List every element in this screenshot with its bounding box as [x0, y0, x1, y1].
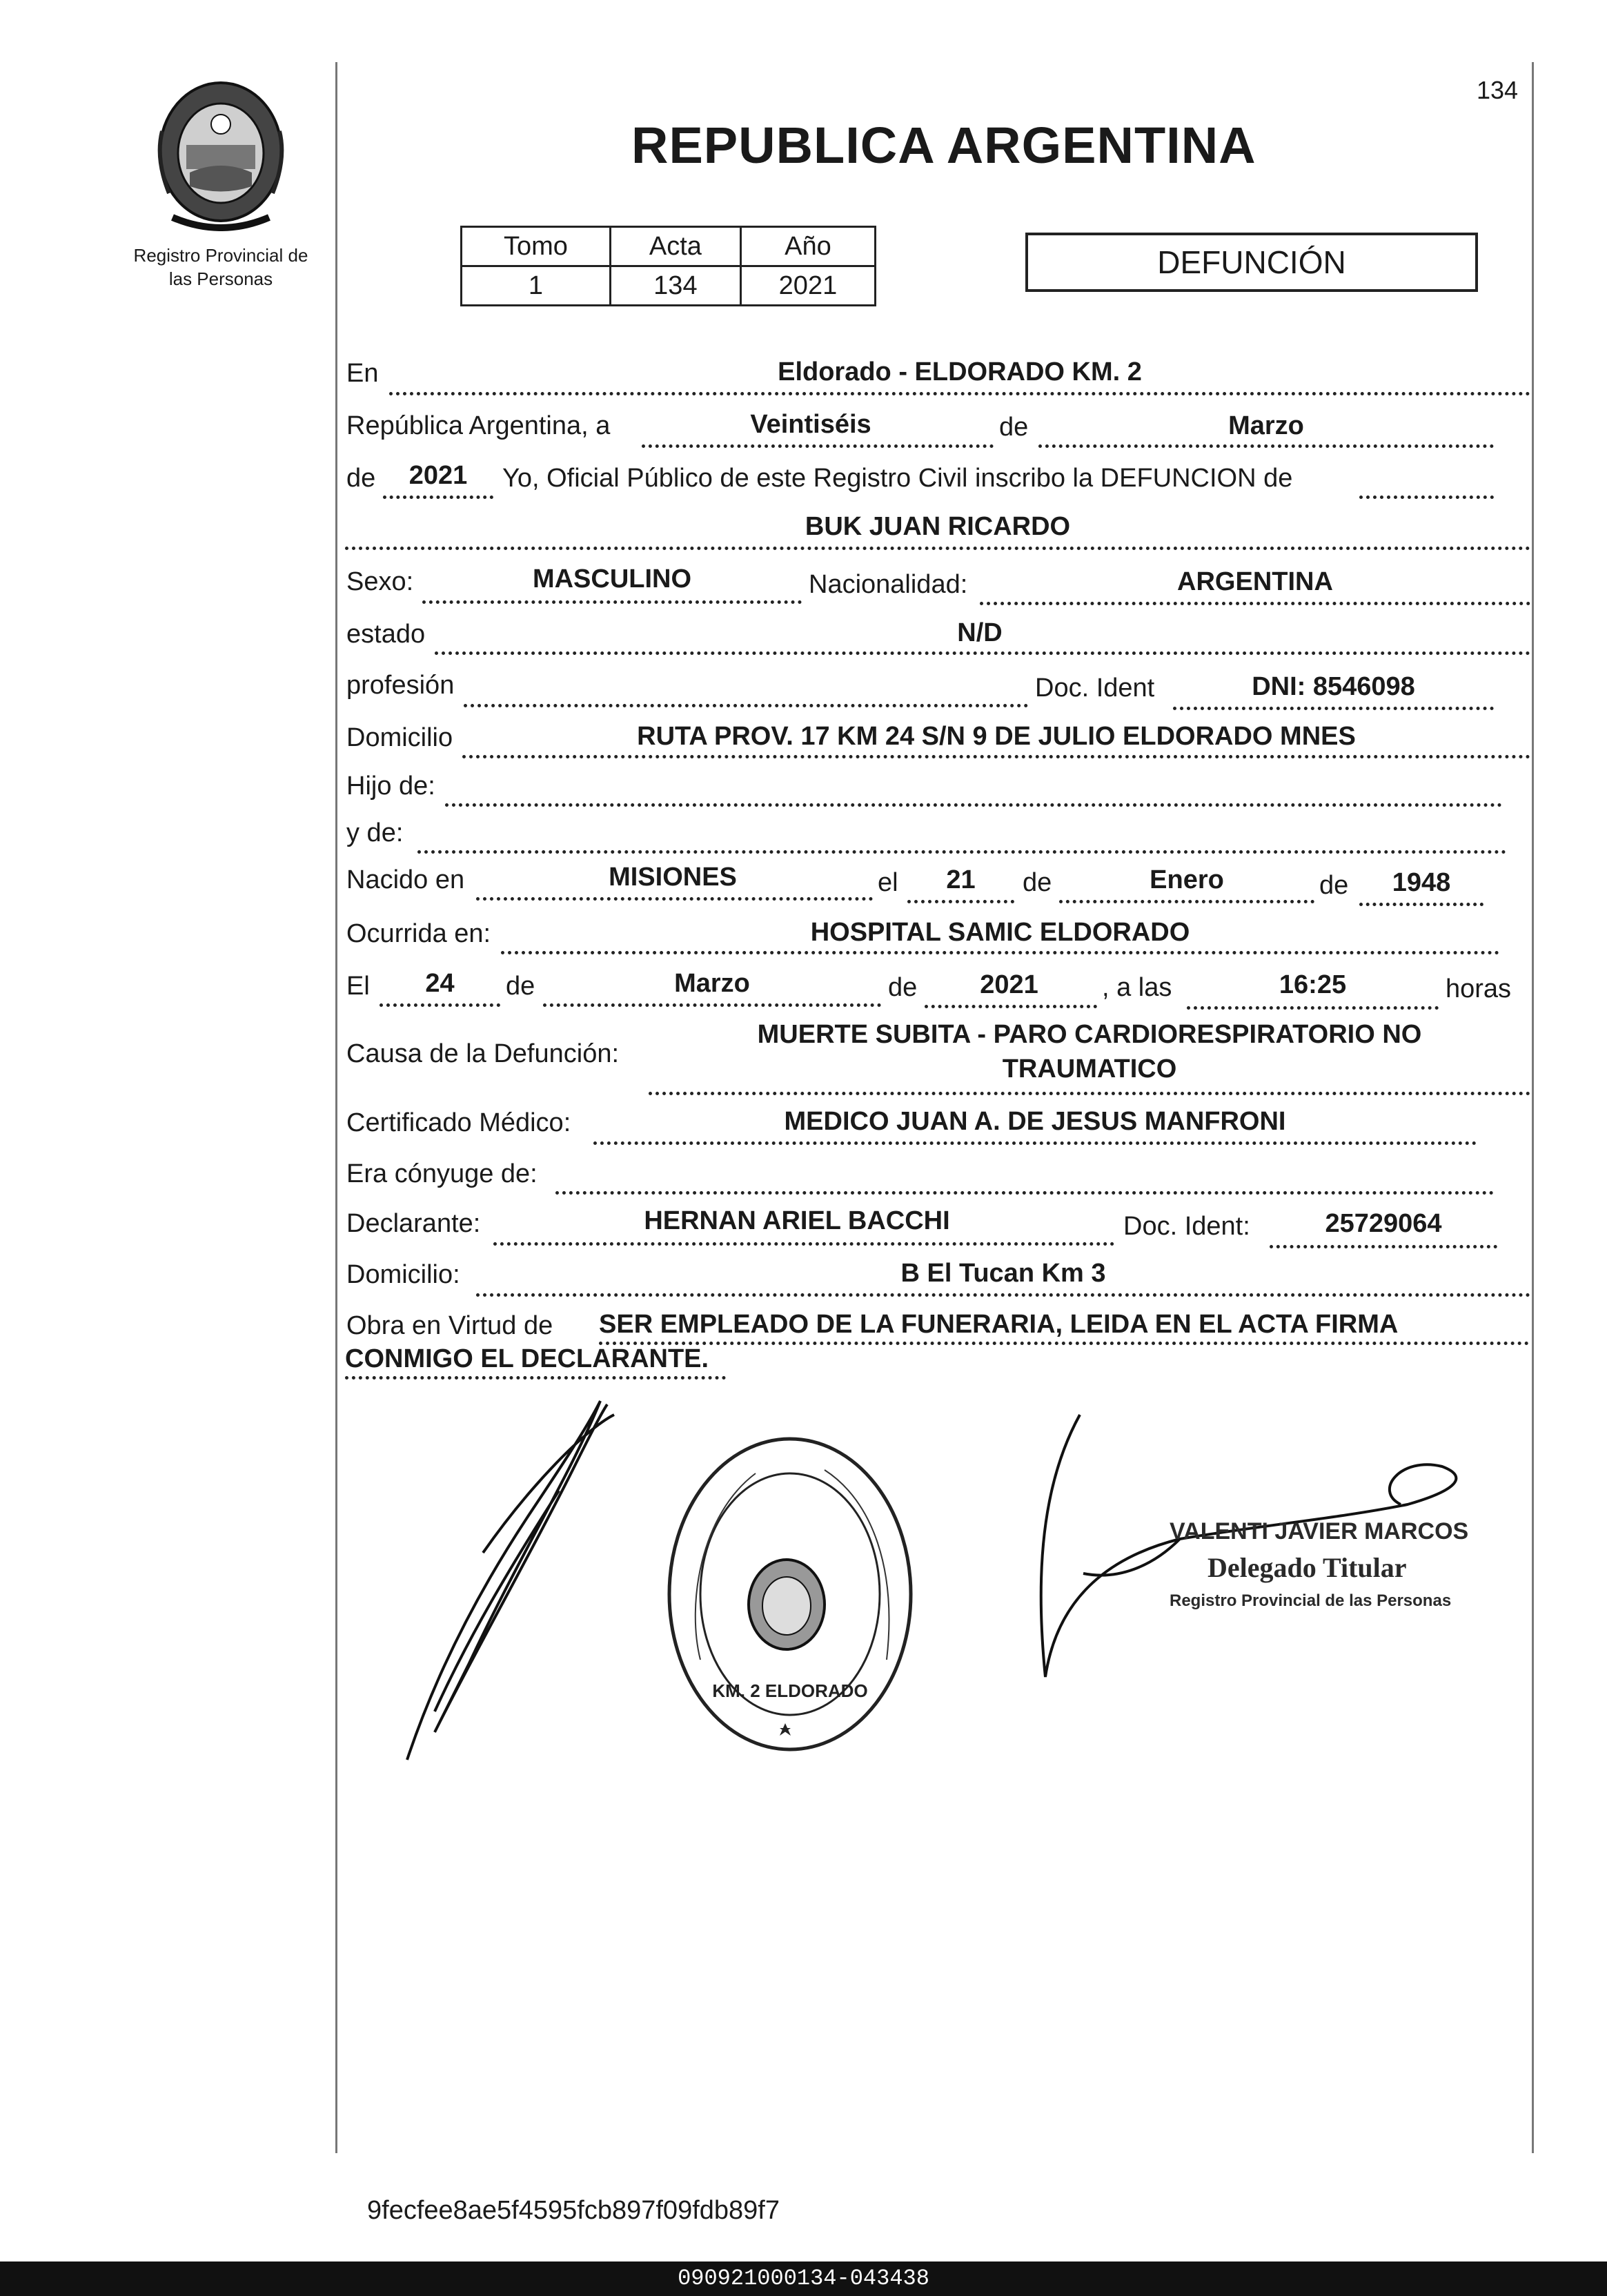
- value-certificado: MEDICO JUAN A. DE JESUS MANFRONI: [784, 1107, 1286, 1136]
- page-number: 134: [1477, 76, 1519, 104]
- barcode-id-bar: 090921000134-043438: [0, 2261, 1607, 2296]
- value-nacionalidad: ARGENTINA: [1177, 567, 1333, 596]
- dotted-line: [464, 704, 1028, 707]
- value-estado: N/D: [957, 618, 1003, 647]
- label-certificado: Certificado Médico:: [346, 1108, 571, 1137]
- dotted-line: [980, 602, 1530, 605]
- label-conyuge: Era cónyuge de:: [346, 1159, 538, 1188]
- value-causa-line1: MUERTE SUBITA - PARO CARDIORESPIRATORIO NO: [757, 1020, 1422, 1049]
- dotted-line: [1270, 1245, 1497, 1248]
- declarant-signature: [393, 1387, 669, 1774]
- dotted-line: [599, 1342, 1529, 1345]
- value-fall-mes: Marzo: [674, 969, 750, 998]
- dotted-line: [1359, 495, 1494, 499]
- label-de: de: [999, 413, 1029, 442]
- table-header-cell: Acta: [610, 227, 740, 266]
- dotted-line: [422, 600, 802, 604]
- seal-inner-text: KM. 2 ELDORADO: [712, 1680, 868, 1701]
- dotted-line: [383, 495, 493, 499]
- label-y-de: y de:: [346, 818, 404, 847]
- label-doc-ident-declarante: Doc. Ident:: [1123, 1212, 1250, 1241]
- dotted-line: [593, 1141, 1477, 1145]
- label-el-fecha: El: [346, 972, 370, 1001]
- registry-name-line1: Registro Provincial de: [133, 245, 308, 266]
- value-mes: Marzo: [1228, 411, 1304, 440]
- value-nac-anio: 1948: [1392, 868, 1451, 897]
- document-hash: 9fecfee8ae5f4595fcb897f09fdb89f7: [367, 2196, 780, 2225]
- label-domicilio-declarante: Domicilio:: [346, 1260, 460, 1289]
- value-causa-line2: TRAUMATICO: [1002, 1054, 1177, 1083]
- value-declarante-domicilio: B El Tucan Km 3: [900, 1259, 1106, 1288]
- registry-table: [460, 226, 876, 306]
- dotted-line: [493, 1242, 1114, 1246]
- dotted-line: [379, 1003, 500, 1007]
- label-ocurrida-en: Ocurrida en:: [346, 919, 491, 948]
- label-de: de: [1319, 871, 1349, 900]
- table-value-cell: 2021: [740, 266, 875, 306]
- label-de: de: [888, 973, 918, 1002]
- label-de: de: [506, 972, 535, 1001]
- label-nacido-en: Nacido en: [346, 865, 465, 894]
- value-anio: 2021: [408, 461, 468, 490]
- dotted-line: [1038, 444, 1494, 448]
- value-declarante-doc: 25729064: [1325, 1209, 1442, 1238]
- value-obra-line1: SER EMPLEADO DE LA FUNERARIA, LEIDA EN EL ACTA FIRMA: [599, 1310, 1399, 1339]
- label-el: el: [878, 868, 898, 897]
- registrar-org: Registro Provincial de las Personas: [1170, 1591, 1452, 1610]
- label-doc-ident: Doc. Ident: [1035, 674, 1155, 703]
- value-nac-dia: 21: [946, 865, 976, 894]
- dotted-line: [389, 392, 1530, 395]
- label-nacionalidad: Nacionalidad:: [809, 570, 968, 599]
- dotted-line: [1173, 707, 1494, 710]
- label-sexo: Sexo:: [346, 567, 414, 596]
- value-ocurrida-en: HOSPITAL SAMIC ELDORADO: [810, 918, 1190, 947]
- table-header-cell: Tomo: [462, 227, 611, 266]
- registry-name-line2: las Personas: [168, 268, 273, 289]
- dotted-line: [445, 803, 1502, 807]
- value-nacido-en: MISIONES: [609, 863, 737, 892]
- label-de: de: [1023, 868, 1052, 897]
- label-en: En: [346, 359, 379, 388]
- label-yo-oficial: Yo, Oficial Público de este Registro Civil inscribo la DEFUNCION de: [502, 464, 1293, 493]
- dotted-line: [462, 755, 1530, 758]
- dotted-line: [1059, 900, 1314, 903]
- dotted-line: [417, 850, 1506, 854]
- label-obra: Obra en Virtud de: [346, 1311, 553, 1340]
- label-republica: República Argentina, a: [346, 411, 611, 440]
- value-hora: 16:25: [1279, 970, 1347, 999]
- label-causa: Causa de la Defunción:: [346, 1039, 620, 1068]
- dotted-line: [925, 1005, 1097, 1008]
- dotted-line: [435, 651, 1530, 655]
- value-domicilio: RUTA PROV. 17 KM 24 S/N 9 DE JULIO ELDORADO MNES: [637, 722, 1356, 751]
- registrar-title: Delegado Titular: [1207, 1552, 1407, 1583]
- label-estado: estado: [346, 620, 426, 649]
- value-nac-mes: Enero: [1150, 865, 1224, 894]
- label-a-las: , a las: [1102, 973, 1172, 1002]
- label-hijo-de: Hijo de:: [346, 772, 435, 801]
- registry-table-header: [462, 227, 876, 266]
- left-margin-line: [335, 62, 337, 2153]
- registrar-name: VALENTI JAVIER MARCOS: [1170, 1518, 1469, 1544]
- label-de: de: [346, 464, 376, 493]
- label-horas: horas: [1446, 974, 1512, 1003]
- dotted-line: [476, 897, 873, 901]
- registrar-signature: [1014, 1401, 1497, 1698]
- value-obra-line2: CONMIGO EL DECLARANTE.: [345, 1344, 709, 1373]
- label-profesion: profesión: [346, 671, 455, 700]
- official-seal: [659, 1432, 921, 1756]
- label-declarante: Declarante:: [346, 1209, 481, 1238]
- page-title: REPUBLICA ARGENTINA: [631, 117, 1256, 174]
- document-type-box: DEFUNCIÓN: [1025, 233, 1478, 292]
- label-domicilio: Domicilio: [346, 723, 453, 752]
- value-declarante: HERNAN ARIEL BACCHI: [644, 1206, 950, 1235]
- table-value-cell: 1: [462, 266, 611, 306]
- table-header-cell: Año: [740, 227, 875, 266]
- dotted-line: [345, 547, 1530, 550]
- dotted-line: [907, 900, 1014, 903]
- value-lugar: Eldorado - ELDORADO KM. 2: [778, 357, 1142, 386]
- value-fall-dia: 24: [425, 969, 455, 998]
- value-dni: DNI: 8546098: [1252, 672, 1415, 701]
- dotted-line: [649, 1092, 1530, 1095]
- dotted-line: [555, 1191, 1494, 1195]
- value-sexo: MASCULINO: [532, 565, 692, 593]
- value-dia-letras: Veintiséis: [750, 410, 871, 439]
- table-value-cell: 134: [610, 266, 740, 306]
- right-margin-line: [1532, 62, 1534, 2153]
- dotted-line: [476, 1293, 1530, 1297]
- dotted-line: [642, 444, 994, 448]
- dotted-line: [543, 1003, 881, 1007]
- registry-table-values: [462, 266, 876, 306]
- dotted-line: [345, 1376, 726, 1380]
- dotted-line: [501, 951, 1499, 954]
- dotted-line: [1187, 1006, 1439, 1010]
- value-fall-anio: 2021: [980, 970, 1038, 999]
- value-nombre: BUK JUAN RICARDO: [805, 512, 1071, 541]
- dotted-line: [1359, 903, 1483, 906]
- province-emblem: [148, 76, 293, 231]
